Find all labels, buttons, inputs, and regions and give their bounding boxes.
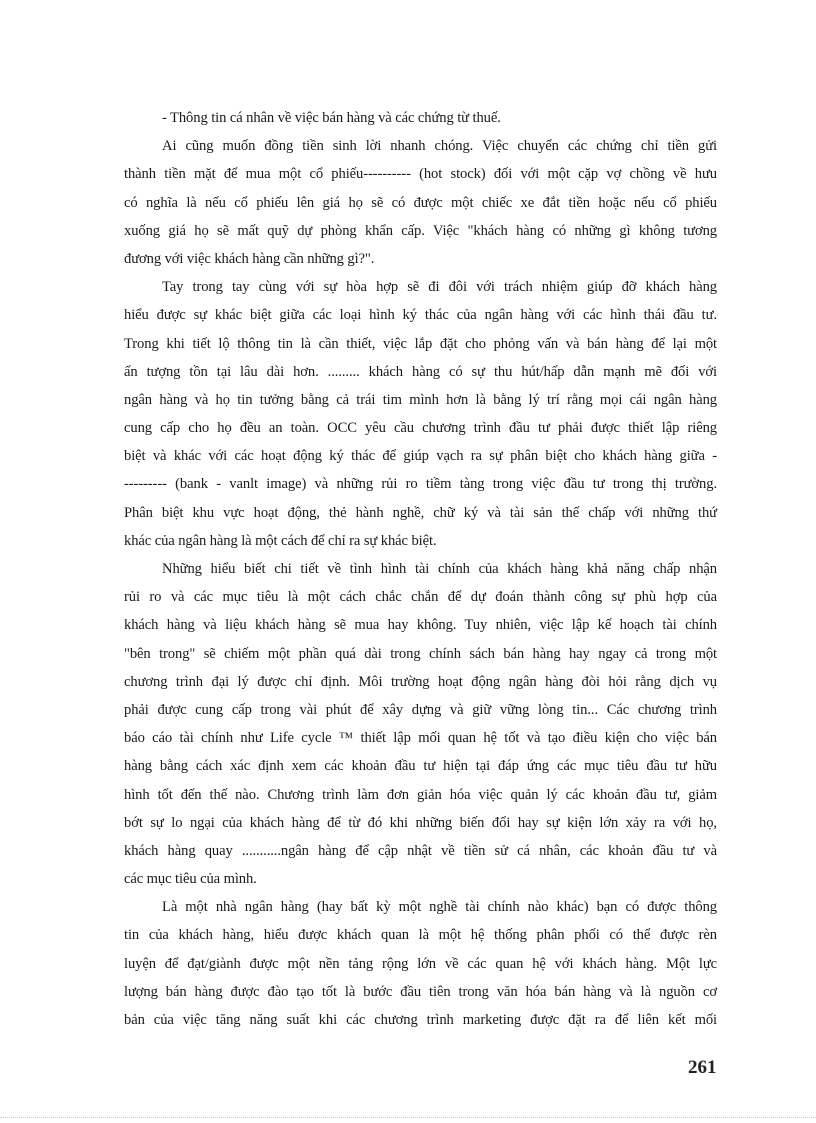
text-line: rủi ro và các mục tiêu là một cách chắc chắn để dự đoán thành công sự phù hợp của (124, 589, 717, 606)
text-line: hàng bằng cách xác định xem các khoản đầu tư hiện tại đáp ứng các mục tiêu đầu tư hữu (124, 758, 717, 775)
text-line: khách hàng quay ...........ngân hàng để cập nhật về tiền sử cá nhân, các khoản đầu tư và (124, 842, 717, 859)
text-line: thành tiền mặt để mua một cổ phiếu---------- (hot stock) đối với một cặp vợ chồng về hưu (124, 166, 717, 183)
text-line: tin của khách hàng, hiểu được khách quan là một hệ thống phân phối có thể được rèn (124, 927, 717, 944)
text-line: biệt và khác với các hoạt động ký thác để giúp vạch ra sự phân biệt cho khách hàng giữa - (124, 448, 717, 465)
text-line: chương trình đại lý được chỉ định. Môi trường hoạt động ngân hàng đòi hỏi rằng dịch vụ (124, 673, 717, 690)
text-line: các mục tiêu của mình. (124, 871, 257, 888)
text-line: có nghĩa là nếu cổ phiếu lên giá họ sẽ có được một chiếc xe đắt tiền hoặc nếu cổ phiếu (124, 194, 717, 211)
text-line: - Thông tin cá nhân về việc bán hàng và các chứng từ thuế. (162, 110, 501, 126)
text-line: Ai cũng muốn đồng tiền sinh lời nhanh chóng. Việc chuyển các chứng chỉ tiền gửi (162, 138, 717, 155)
text-line: xuống giá họ sẽ mất quỹ dự phòng khẩn cấp. Việc "khách hàng có những gì không tương (124, 222, 717, 239)
text-line: bớt sự lo ngại của khách hàng để từ đó khi những biến đổi hay sự kiện lớn xảy ra với họ, (124, 814, 717, 831)
text-line: hình tốt đến thế nào. Chương trình làm đơn giản hóa việc quản lý các khoản đầu tư, giảm (124, 786, 717, 803)
text-line: bản của việc tăng năng suất khi các chương trình marketing được đặt ra để liên kết mối (124, 1012, 717, 1028)
text-line: cung cấp cho họ đều an toàn. OCC yêu cầu chương trình đầu tư phải được thiết lập riêng (124, 420, 717, 437)
text-line: Tay trong tay cùng với sự hòa hợp sẽ đi đôi với trách nhiệm giúp đỡ khách hàng (162, 279, 717, 296)
text-line: khách hàng và liệu khách hàng sẽ mua hay không. Tuy nhiên, việc lập kế hoạch tài chính (124, 617, 717, 634)
text-line: ngân hàng và họ tin tưởng bằng cả trái tim mình hơn là bằng lý trí rằng mọi cái ngân hàng (124, 391, 717, 408)
page-body (124, 104, 717, 1034)
text-line: đương với việc khách hàng cần những gì?". (124, 250, 375, 267)
text-line: lượng bán hàng được đào tạo tốt là bước đầu tiên trong văn hóa bán hàng và là nguồn cơ (124, 983, 717, 1000)
text-line: Trong khi tiết lộ thông tin là cần thiết, việc lắp đặt cho phỏng vấn và bán hàng để lại một (124, 335, 717, 352)
text-line: luyện để đạt/giành được một nền tảng rộng lớn về các quan hệ với khách hàng. Một lực (124, 955, 717, 972)
text-line: Những hiểu biết chi tiết về tình hình tài chính của khách hàng khả năng chấp nhận (162, 561, 717, 577)
text-line: "bên trong" sẽ chiếm một phần quá dài trong chính sách bán hàng hay ngay cả trong một (124, 645, 717, 662)
text-line: khác của ngân hàng là một cách để chỉ ra sự khác biệt. (124, 532, 437, 549)
text-line: hiểu được sự khác biệt giữa các loại hình ký thác của ngân hàng với các hình thái đầu tư. (124, 307, 717, 324)
text-line: Là một nhà ngân hàng (hay bất kỳ một nghề tài chính nào khác) bạn có được thông (162, 899, 717, 916)
text-line: Phân biệt khu vực hoạt động, thẻ hành nghề, chữ ký và tài sản thế chấp với những thứ (124, 504, 717, 521)
page-bottom-divider (0, 1117, 816, 1118)
text-line: phải được cung cấp trong vài phút để xây dựng và giữ vững lòng tin... Các chương trình (124, 701, 717, 718)
text-line: báo cáo tài chính như Life cycle ™ thiết lập mối quan hệ tốt và tạo điều kiện cho việc bán (124, 730, 717, 747)
text-line: --------- (bank - vanlt image) và những rủi ro tiềm tàng trong việc đầu tư trong thị trường. (124, 476, 717, 493)
text-line: ấn tượng tồn tại lâu dài hơn. ......... khách hàng có sự thu hút/hấp dẫn mạnh mẽ đối với (124, 363, 717, 380)
page-number: 261 (688, 1057, 717, 1078)
